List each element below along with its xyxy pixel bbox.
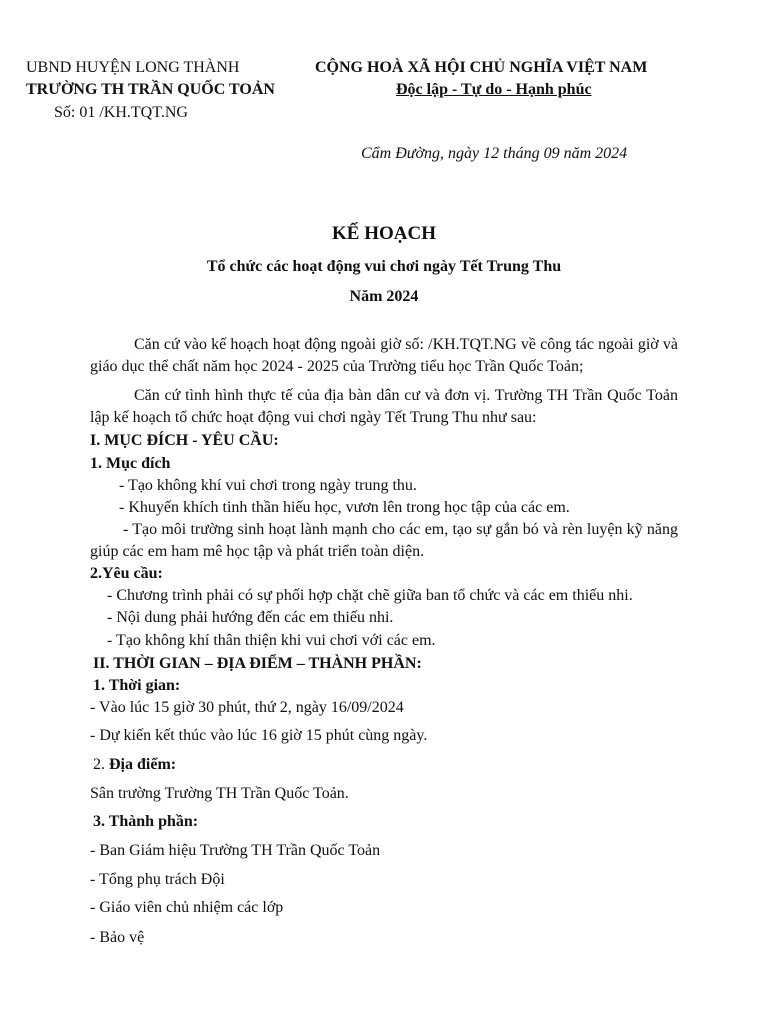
nation-title: CỘNG HOÀ XÃ HỘI CHỦ NGHĨA VIỆT NAM xyxy=(315,59,648,76)
place-heading: Địa điểm: xyxy=(109,756,177,773)
document-number: Số: 01 /KH.TQT.NG xyxy=(54,104,188,121)
date-line: Cẩm Đường, ngày 12 tháng 09 năm 2024 xyxy=(361,145,628,162)
document-title: KẾ HOẠCH xyxy=(332,223,436,244)
requirement-item: - Tạo không khí thân thiện khi vui chơi với các em. xyxy=(107,632,436,649)
place-text: Sân trường Trường TH Trần Quốc Toản. xyxy=(90,785,349,802)
place-heading-line xyxy=(93,755,176,775)
section-1-heading: I. MỤC ĐÍCH - YÊU CẦU: xyxy=(90,432,279,449)
intro-paragraph-1: Căn cứ vào kế hoạch hoạt động ngoài giờ số: /KH.TQT.NG về công tác ngoài giờ và giáo dục thể chất năm học 2024 - 2025 của Trường tiểu học Trần Quốc Toản; xyxy=(90,336,678,375)
member-item: - Tổng phụ trách Đội xyxy=(90,871,225,888)
member-item: - Giáo viên chủ nhiệm các lớp xyxy=(90,899,284,916)
purpose-item: - Tạo không khí vui chơi trong ngày trung thu. xyxy=(119,477,417,494)
time-item: - Vào lúc 15 giờ 30 phút, thứ 2, ngày 16/09/2024 xyxy=(90,699,404,716)
purpose-item: - Khuyến khích tinh thần hiếu học, vươn lên trong học tập của các em. xyxy=(119,499,570,516)
member-item: - Ban Giám hiệu Trường TH Trần Quốc Toản xyxy=(90,842,381,859)
nation-motto: Độc lập - Tự do - Hạnh phúc xyxy=(396,81,592,98)
intro-paragraph-2: Căn cứ tình hình thực tế của địa bàn dân cư và đơn vị. Trường TH Trần Quốc Toản lập kế hoạch tổ chức hoạt động vui chơi ngày Tết Trung Thu như sau: xyxy=(90,387,678,426)
document-subtitle: Tổ chức các hoạt động vui chơi ngày Tết Trung Thu xyxy=(206,258,562,275)
requirement-item: - Chương trình phải có sự phối hợp chặt chẽ giữa ban tổ chức và các em thiếu nhi. xyxy=(107,587,633,604)
org-line-2: TRƯỜNG TH TRẦN QUỐC TOẢN xyxy=(26,81,275,98)
org-line-1: UBND HUYỆN LONG THÀNH xyxy=(26,59,240,76)
place-number: 2. xyxy=(93,756,109,773)
section-2-heading: II. THỜI GIAN – ĐỊA ĐIỂM – THÀNH PHẦN: xyxy=(93,655,422,672)
requirements-heading: 2.Yêu cầu: xyxy=(90,565,163,582)
time-heading: 1. Thời gian: xyxy=(93,677,181,694)
purpose-heading: 1. Mục đích xyxy=(90,455,171,472)
members-heading: 3. Thành phần: xyxy=(93,813,199,830)
document-year: Năm 2024 xyxy=(349,288,419,305)
purpose-item: - Tạo môi trường sinh hoạt lành mạnh cho các em, tạo sự gắn bó và rèn luyện kỹ năng giúp các em ham mê học tập và phát triển toàn diện. xyxy=(90,521,678,560)
time-item: - Dự kiến kết thúc vào lúc 16 giờ 15 phút cùng ngày. xyxy=(90,727,428,744)
requirement-item: - Nội dung phải hướng đến các em thiếu nhi. xyxy=(107,609,394,626)
member-item: - Bảo vệ xyxy=(90,929,145,946)
